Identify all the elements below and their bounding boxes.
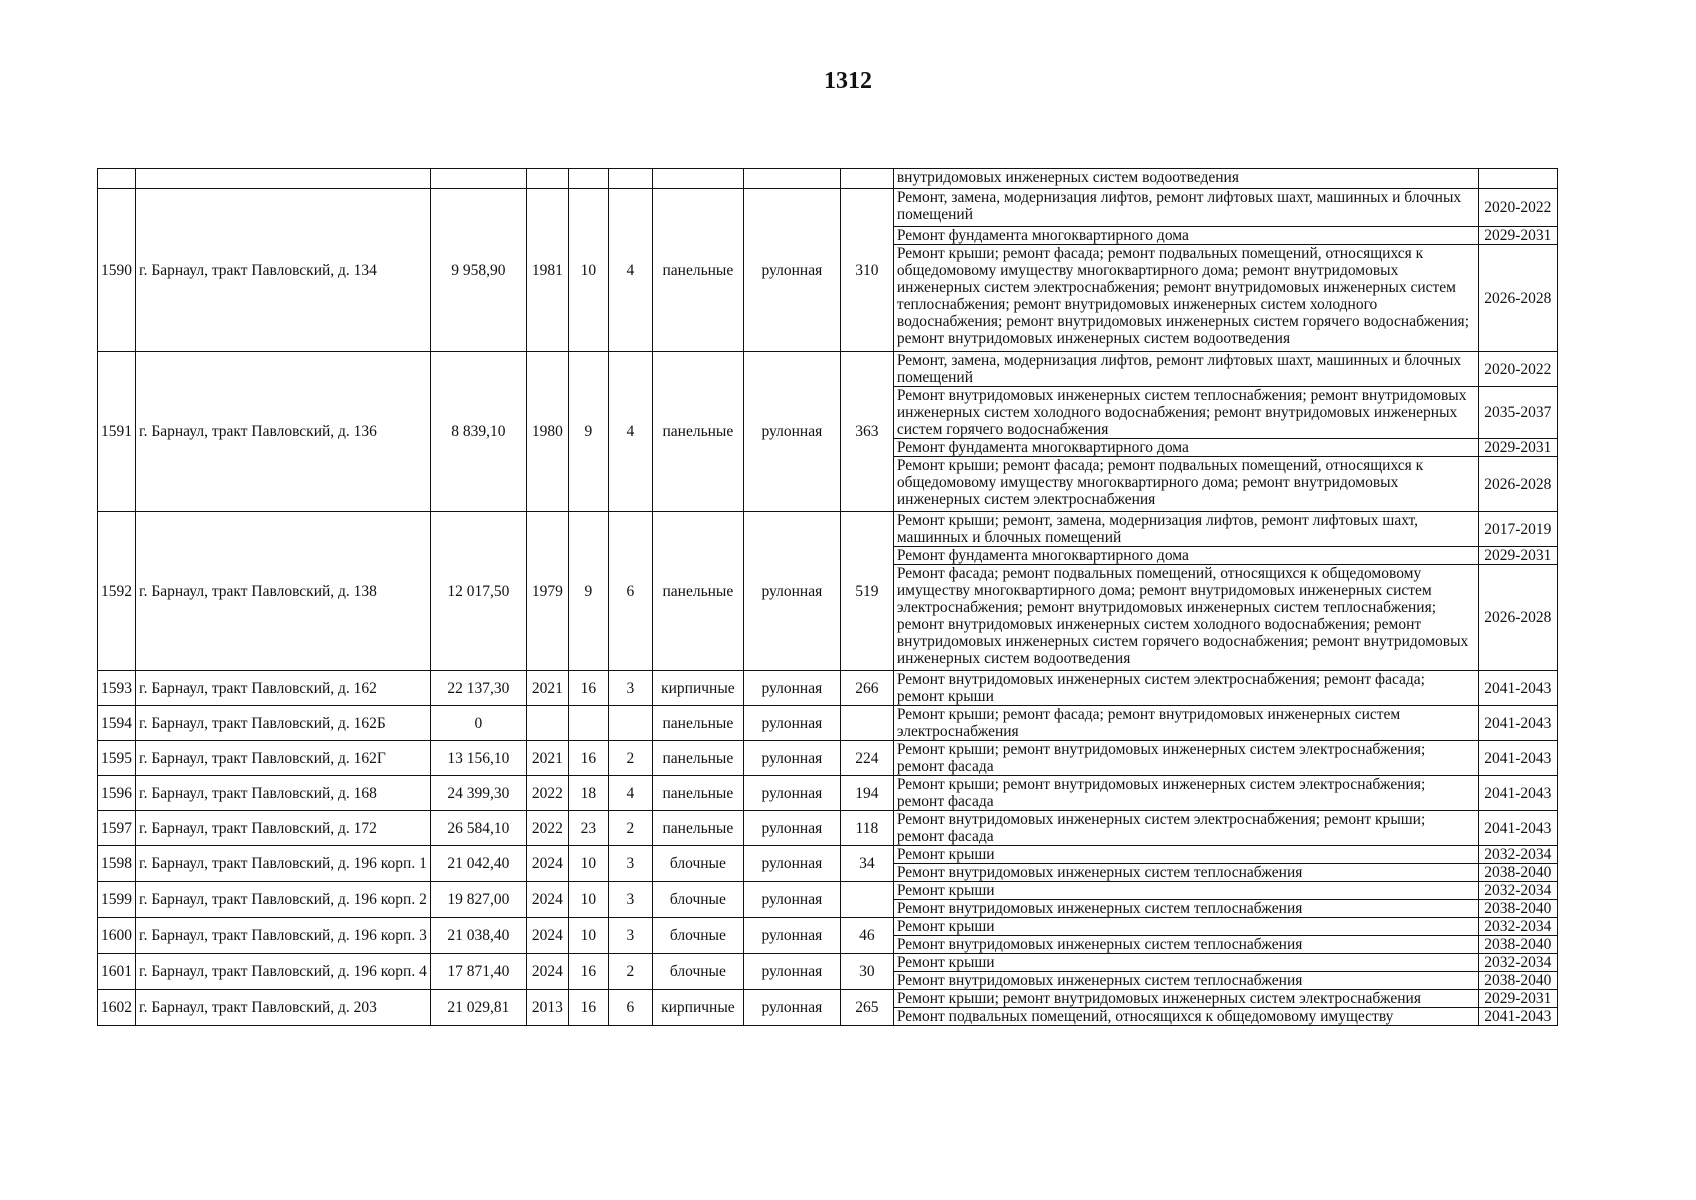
floors-max xyxy=(568,706,608,741)
wall-material: кирпичные xyxy=(652,990,743,1026)
roof-type: рулонная xyxy=(743,512,840,671)
work-years xyxy=(1478,169,1557,189)
floors-max: 23 xyxy=(568,811,608,846)
work-years: 2026-2028 xyxy=(1478,457,1557,512)
work-description: Ремонт крыши; ремонт внутридомовых инженерных систем электроснабжения; ремонт фасада xyxy=(893,741,1478,776)
empty-cell xyxy=(652,169,743,189)
roof-type: рулонная xyxy=(743,671,840,706)
work-years: 2041-2043 xyxy=(1478,706,1557,741)
building-address: г. Барнаул, тракт Павловский, д. 196 корп. 2 xyxy=(136,882,431,918)
year-built: 1980 xyxy=(526,352,568,512)
floors-max: 10 xyxy=(568,846,608,882)
total-area: 17 871,40 xyxy=(430,954,526,990)
row-number: 1600 xyxy=(98,918,136,954)
row-number: 1596 xyxy=(98,776,136,811)
work-years: 2026-2028 xyxy=(1478,565,1557,671)
row-number: 1592 xyxy=(98,512,136,671)
work-years: 2029-2031 xyxy=(1478,227,1557,245)
year-built: 2013 xyxy=(526,990,568,1026)
residents-count: 265 xyxy=(840,990,893,1026)
year-built: 2022 xyxy=(526,811,568,846)
residents-count: 310 xyxy=(840,189,893,352)
wall-material: блочные xyxy=(652,882,743,918)
roof-type: рулонная xyxy=(743,882,840,918)
building-address: г. Барнаул, тракт Павловский, д. 162Г xyxy=(136,741,431,776)
row-number: 1601 xyxy=(98,954,136,990)
empty-cell xyxy=(98,169,136,189)
building-address: г. Барнаул, тракт Павловский, д. 196 корп. 4 xyxy=(136,954,431,990)
total-area: 8 839,10 xyxy=(430,352,526,512)
empty-cell xyxy=(430,169,526,189)
floors-min: 3 xyxy=(608,918,652,954)
wall-material: панельные xyxy=(652,741,743,776)
roof-type: рулонная xyxy=(743,954,840,990)
floors-min: 2 xyxy=(608,741,652,776)
work-description: внутридомовых инженерных систем водоотведения xyxy=(893,169,1478,189)
year-built: 2024 xyxy=(526,954,568,990)
residents-count xyxy=(840,706,893,741)
work-years: 2038-2040 xyxy=(1478,900,1557,918)
row-number: 1590 xyxy=(98,189,136,352)
work-description: Ремонт крыши xyxy=(893,882,1478,900)
building-row xyxy=(98,811,1558,846)
floors-max: 16 xyxy=(568,671,608,706)
work-years: 2035-2037 xyxy=(1478,387,1557,439)
wall-material: панельные xyxy=(652,512,743,671)
roof-type: рулонная xyxy=(743,811,840,846)
work-years: 2038-2040 xyxy=(1478,936,1557,954)
building-address: г. Барнаул, тракт Павловский, д. 196 корп. 1 xyxy=(136,846,431,882)
year-built: 2024 xyxy=(526,882,568,918)
building-address: г. Барнаул, тракт Павловский, д. 136 xyxy=(136,352,431,512)
year-built: 2021 xyxy=(526,741,568,776)
work-description: Ремонт крыши xyxy=(893,918,1478,936)
work-description: Ремонт крыши; ремонт фасада; ремонт подвальных помещений, относящихся к общедомовому имуществу многоквартирного дома; ремонт внутридомовых инженерных систем электроснабжения; ремонт внутридомовых инженерных систем теплоснабжения; ремонт внутридомовых инженерных систем холодного водоснабжения; ремонт внутридомовых инженерных систем горячего водоснабжения; ремонт внутридомовых инженерных систем водоотведения xyxy=(893,245,1478,352)
work-description: Ремонт крыши; ремонт фасада; ремонт подвальных помещений, относящихся к общедомовому имуществу многоквартирного дома; ремонт внутридомовых инженерных систем электроснабжения xyxy=(893,457,1478,512)
work-description: Ремонт крыши xyxy=(893,846,1478,864)
work-years: 2029-2031 xyxy=(1478,439,1557,457)
work-years: 2038-2040 xyxy=(1478,972,1557,990)
floors-max: 9 xyxy=(568,352,608,512)
work-description: Ремонт фундамента многоквартирного дома xyxy=(893,547,1478,565)
work-description: Ремонт фундамента многоквартирного дома xyxy=(893,227,1478,245)
total-area: 24 399,30 xyxy=(430,776,526,811)
building-address: г. Барнаул, тракт Павловский, д. 162Б xyxy=(136,706,431,741)
roof-type: рулонная xyxy=(743,741,840,776)
floors-min: 4 xyxy=(608,776,652,811)
building-row xyxy=(98,918,1558,936)
floors-min: 6 xyxy=(608,990,652,1026)
work-years: 2041-2043 xyxy=(1478,671,1557,706)
floors-max: 16 xyxy=(568,954,608,990)
row-number: 1599 xyxy=(98,882,136,918)
floors-min: 2 xyxy=(608,954,652,990)
building-address: г. Барнаул, тракт Павловский, д. 134 xyxy=(136,189,431,352)
residents-count: 266 xyxy=(840,671,893,706)
wall-material: панельные xyxy=(652,706,743,741)
building-address: г. Барнаул, тракт Павловский, д. 162 xyxy=(136,671,431,706)
roof-type: рулонная xyxy=(743,990,840,1026)
work-description: Ремонт внутридомовых инженерных систем теплоснабжения xyxy=(893,900,1478,918)
work-description: Ремонт крыши; ремонт внутридомовых инженерных систем электроснабжения xyxy=(893,990,1478,1008)
work-description: Ремонт крыши; ремонт фасада; ремонт внутридомовых инженерных систем электроснабжения xyxy=(893,706,1478,741)
total-area: 26 584,10 xyxy=(430,811,526,846)
floors-max: 10 xyxy=(568,918,608,954)
total-area: 21 038,40 xyxy=(430,918,526,954)
total-area: 13 156,10 xyxy=(430,741,526,776)
capital-repair-table xyxy=(97,168,1558,1026)
floors-min: 3 xyxy=(608,846,652,882)
work-description: Ремонт крыши xyxy=(893,954,1478,972)
total-area: 21 042,40 xyxy=(430,846,526,882)
wall-material: панельные xyxy=(652,776,743,811)
residents-count: 34 xyxy=(840,846,893,882)
empty-cell xyxy=(136,169,431,189)
work-years: 2032-2034 xyxy=(1478,954,1557,972)
floors-max: 10 xyxy=(568,189,608,352)
building-address: г. Барнаул, тракт Павловский, д. 196 корп. 3 xyxy=(136,918,431,954)
roof-type: рулонная xyxy=(743,776,840,811)
row-number: 1591 xyxy=(98,352,136,512)
row-number: 1598 xyxy=(98,846,136,882)
work-years: 2026-2028 xyxy=(1478,245,1557,352)
work-description: Ремонт фасада; ремонт подвальных помещений, относящихся к общедомовому имуществу многоквартирного дома; ремонт внутридомовых инженерных систем электроснабжения; ремонт внутридомовых инженерных систем теплоснабжения; ремонт внутридомовых инженерных систем холодного водоснабжения; ремонт внутридомовых инженерных систем горячего водоснабжения; ремонт внутридомовых инженерных систем водоотведения xyxy=(893,565,1478,671)
floors-min: 3 xyxy=(608,882,652,918)
building-row xyxy=(98,776,1558,811)
building-row xyxy=(98,671,1558,706)
total-area: 21 029,81 xyxy=(430,990,526,1026)
wall-material: кирпичные xyxy=(652,671,743,706)
roof-type: рулонная xyxy=(743,189,840,352)
floors-max: 16 xyxy=(568,990,608,1026)
floors-min: 4 xyxy=(608,352,652,512)
building-row xyxy=(98,954,1558,972)
continuation-row xyxy=(98,169,1558,189)
row-number: 1593 xyxy=(98,671,136,706)
empty-cell xyxy=(743,169,840,189)
residents-count: 519 xyxy=(840,512,893,671)
work-description: Ремонт внутридомовых инженерных систем электроснабжения; ремонт крыши; ремонт фасада xyxy=(893,811,1478,846)
work-description: Ремонт внутридомовых инженерных систем теплоснабжения xyxy=(893,936,1478,954)
work-years: 2041-2043 xyxy=(1478,1008,1557,1026)
building-row xyxy=(98,512,1558,547)
residents-count xyxy=(840,882,893,918)
residents-count: 118 xyxy=(840,811,893,846)
wall-material: блочные xyxy=(652,846,743,882)
floors-min: 4 xyxy=(608,189,652,352)
wall-material: панельные xyxy=(652,352,743,512)
work-years: 2032-2034 xyxy=(1478,846,1557,864)
building-row xyxy=(98,352,1558,387)
total-area: 19 827,00 xyxy=(430,882,526,918)
building-row xyxy=(98,189,1558,227)
building-address: г. Барнаул, тракт Павловский, д. 168 xyxy=(136,776,431,811)
total-area: 22 137,30 xyxy=(430,671,526,706)
year-built xyxy=(526,706,568,741)
empty-cell xyxy=(526,169,568,189)
work-years: 2017-2019 xyxy=(1478,512,1557,547)
work-years: 2041-2043 xyxy=(1478,776,1557,811)
building-row xyxy=(98,990,1558,1008)
wall-material: панельные xyxy=(652,189,743,352)
residents-count: 46 xyxy=(840,918,893,954)
work-description: Ремонт крыши; ремонт, замена, модернизация лифтов, ремонт лифтовых шахт, машинных и блочных помещений xyxy=(893,512,1478,547)
row-number: 1595 xyxy=(98,741,136,776)
roof-type: рулонная xyxy=(743,918,840,954)
page-number: 1312 xyxy=(824,68,872,94)
work-years: 2038-2040 xyxy=(1478,864,1557,882)
year-built: 2024 xyxy=(526,846,568,882)
building-address: г. Барнаул, тракт Павловский, д. 138 xyxy=(136,512,431,671)
floors-max: 10 xyxy=(568,882,608,918)
work-description: Ремонт внутридомовых инженерных систем теплоснабжения xyxy=(893,864,1478,882)
total-area: 12 017,50 xyxy=(430,512,526,671)
residents-count: 224 xyxy=(840,741,893,776)
year-built: 2024 xyxy=(526,918,568,954)
year-built: 2021 xyxy=(526,671,568,706)
floors-min xyxy=(608,706,652,741)
work-description: Ремонт, замена, модернизация лифтов, ремонт лифтовых шахт, машинных и блочных помещений xyxy=(893,189,1478,227)
residents-count: 30 xyxy=(840,954,893,990)
building-row xyxy=(98,882,1558,900)
work-description: Ремонт фундамента многоквартирного дома xyxy=(893,439,1478,457)
work-years: 2041-2043 xyxy=(1478,811,1557,846)
residents-count: 194 xyxy=(840,776,893,811)
table-body xyxy=(98,169,1558,1026)
building-address: г. Барнаул, тракт Павловский, д. 203 xyxy=(136,990,431,1026)
work-years: 2020-2022 xyxy=(1478,352,1557,387)
work-description: Ремонт внутридомовых инженерных систем теплоснабжения xyxy=(893,972,1478,990)
roof-type: рулонная xyxy=(743,352,840,512)
year-built: 2022 xyxy=(526,776,568,811)
year-built: 1981 xyxy=(526,189,568,352)
floors-max: 16 xyxy=(568,741,608,776)
building-row xyxy=(98,741,1558,776)
work-years: 2020-2022 xyxy=(1478,189,1557,227)
residents-count: 363 xyxy=(840,352,893,512)
work-description: Ремонт внутридомовых инженерных систем теплоснабжения; ремонт внутридомовых инженерных систем холодного водоснабжения; ремонт внутридомовых инженерных систем горячего водоснабжения xyxy=(893,387,1478,439)
wall-material: блочные xyxy=(652,918,743,954)
total-area: 0 xyxy=(430,706,526,741)
work-years: 2029-2031 xyxy=(1478,990,1557,1008)
work-description: Ремонт подвальных помещений, относящихся к общедомовому имуществу xyxy=(893,1008,1478,1026)
floors-min: 6 xyxy=(608,512,652,671)
building-row xyxy=(98,706,1558,741)
floors-min: 3 xyxy=(608,671,652,706)
roof-type: рулонная xyxy=(743,706,840,741)
year-built: 1979 xyxy=(526,512,568,671)
total-area: 9 958,90 xyxy=(430,189,526,352)
row-number: 1597 xyxy=(98,811,136,846)
wall-material: панельные xyxy=(652,811,743,846)
roof-type: рулонная xyxy=(743,846,840,882)
work-years: 2029-2031 xyxy=(1478,547,1557,565)
floors-max: 18 xyxy=(568,776,608,811)
empty-cell xyxy=(608,169,652,189)
row-number: 1594 xyxy=(98,706,136,741)
work-description: Ремонт, замена, модернизация лифтов, ремонт лифтовых шахт, машинных и блочных помещений xyxy=(893,352,1478,387)
empty-cell xyxy=(568,169,608,189)
work-years: 2041-2043 xyxy=(1478,741,1557,776)
work-years: 2032-2034 xyxy=(1478,882,1557,900)
work-years: 2032-2034 xyxy=(1478,918,1557,936)
work-description: Ремонт крыши; ремонт внутридомовых инженерных систем электроснабжения; ремонт фасада xyxy=(893,776,1478,811)
building-row xyxy=(98,846,1558,864)
building-address: г. Барнаул, тракт Павловский, д. 172 xyxy=(136,811,431,846)
row-number: 1602 xyxy=(98,990,136,1026)
empty-cell xyxy=(840,169,893,189)
work-description: Ремонт внутридомовых инженерных систем электроснабжения; ремонт фасада; ремонт крыши xyxy=(893,671,1478,706)
wall-material: блочные xyxy=(652,954,743,990)
floors-min: 2 xyxy=(608,811,652,846)
floors-max: 9 xyxy=(568,512,608,671)
